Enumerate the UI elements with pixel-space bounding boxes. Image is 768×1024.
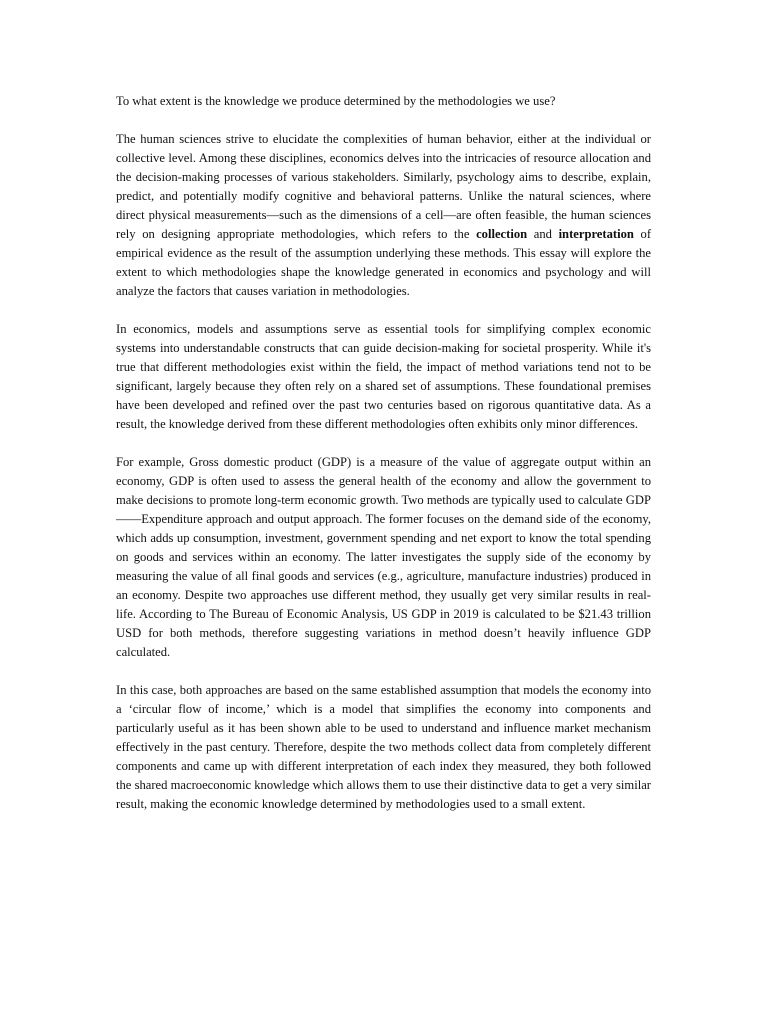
bold-term-interpretation: interpretation [558, 227, 634, 241]
paragraph-economics-models [116, 320, 651, 434]
bold-term-collection: collection [476, 227, 528, 241]
paragraph-text: In this case, both approaches are based on the same established assumption that models the economy into a ‘circular flow of income,’ which is a model that simplifies the economy into components and particularly useful as it has been shown able to be used to understand and influence market mechanism effectively in the past century. Therefore, despite the two methods collect data from completely different components and came up with different interpretation of each index they measured, they both followed the shared macroeconomic knowledge which allows them to use their distinctive data to get a very similar result, making the economic knowledge determined by methodologies used to a small extent. [116, 683, 651, 811]
paragraph-text: In economics, models and assumptions serve as essential tools for simplifying complex economic systems into understandable constructs that can guide decision-making for societal prosperity. While it's true that different methodologies exist within the field, the impact of method variations tend not to be significant, largely because they often rely on a shared set of assumptions. These foundational premises have been developed and refined over the past two centuries based on rigorous quantitative data. As a result, the knowledge derived from these different methodologies often exhibits only minor differences. [116, 322, 651, 431]
document-page [116, 92, 651, 833]
essay-question: To what extent is the knowledge we produce determined by the methodologies we use? [116, 94, 556, 108]
paragraph-intro [116, 130, 651, 301]
paragraph-gdp-example [116, 453, 651, 662]
paragraph-text: For example, Gross domestic product (GDP) is a measure of the value of aggregate output within an economy, GDP is often used to assess the general health of the economy and allow the government to make decisions to promote long-term economic growth. Two methods are typically used to calculate GDP ——Expenditure approach and output approach. The former focuses on the demand side of the economy, which adds up consumption, investment, government spending and net export to know the total spending on goods and services within an economy. The latter investigates the supply side of the economy by measuring the value of all final goods and services (e.g., agriculture, manufacture industries) produced in an economy. Despite two approaches use different method, they usually get very similar results in real-life. According to The Bureau of Economic Analysis, US GDP in 2019 is calculated to be $21.43 trillion USD for both methods, therefore suggesting variations in method doesn’t heavily influence GDP calculated. [116, 455, 651, 659]
paragraph-text: of empirical evidence as the result of the assumption underlying these methods. This essay will explore the extent to which methodologies shape the knowledge generated in economics and psychology and will analyze the factors that causes variation in methodologies. [116, 227, 652, 298]
paragraph-circular-flow [116, 681, 651, 814]
paragraph-text: The human sciences strive to elucidate the complexities of human behavior, either at the individual or collective level. Among these disciplines, economics delves into the intricacies of resource allocation and the decision-making processes of various stakeholders. Similarly, psychology aims to describe, explain, predict, and potentially modify cognitive and behavioral patterns. Unlike the natural sciences, where direct physical measurements—such as the dimensions of a cell—are often feasible, the human sciences rely on designing appropriate methodologies, which refers to the [116, 132, 651, 241]
paragraph-text: and [527, 227, 559, 241]
